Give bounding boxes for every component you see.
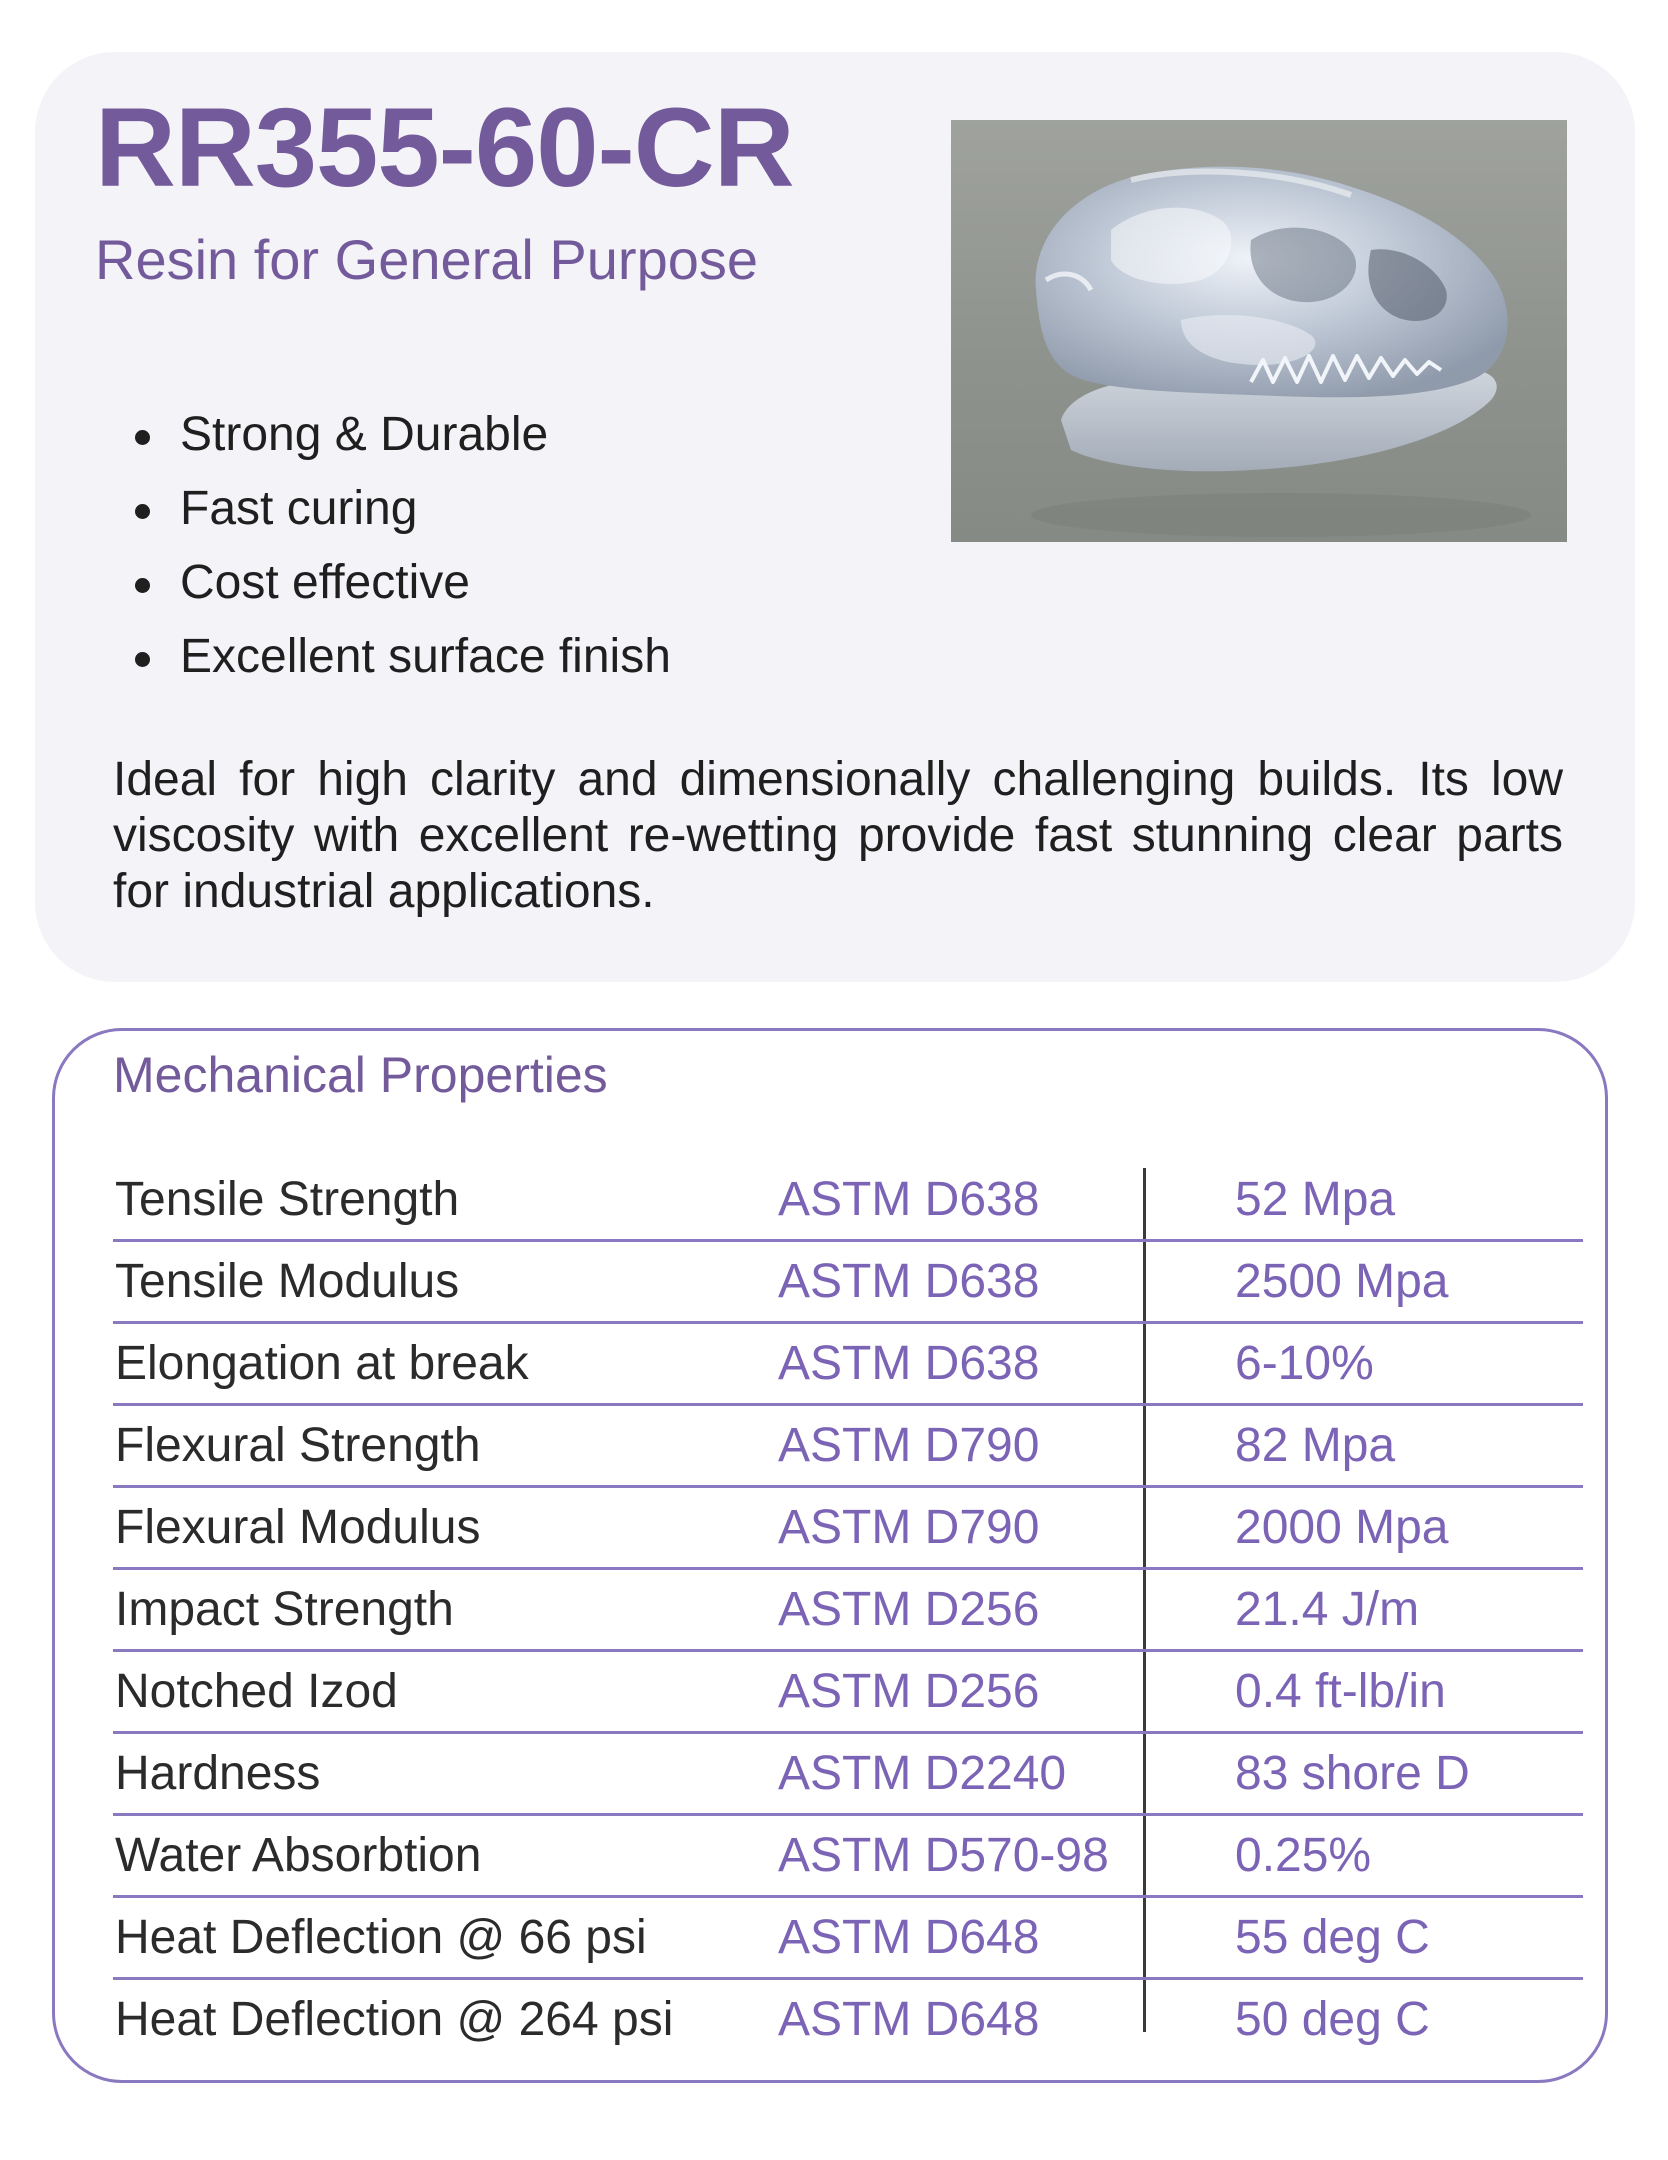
table-row [113, 1570, 1583, 1652]
property-name: Impact Strength [115, 1583, 454, 1636]
property-name: Hardness [115, 1747, 321, 1800]
property-name: Elongation at break [115, 1337, 529, 1390]
property-value: 0.25% [1235, 1829, 1372, 1882]
table-row [113, 1980, 1583, 2062]
property-name: Tensile Modulus [115, 1255, 460, 1308]
table-row [113, 1816, 1583, 1898]
table-row [113, 1734, 1583, 1816]
test-standard: ASTM D638 [778, 1337, 1040, 1390]
test-standard: ASTM D638 [778, 1255, 1040, 1308]
test-standard: ASTM D790 [778, 1501, 1040, 1554]
property-value: 6-10% [1235, 1337, 1374, 1390]
product-title: RR355-60-CR [95, 85, 794, 210]
bullet-icon [135, 578, 150, 593]
feature-item: Strong & Durable [120, 398, 671, 472]
feature-item: Cost effective [120, 546, 671, 620]
table-row [113, 1652, 1583, 1734]
mechanical-properties-heading: Mechanical Properties [113, 1047, 608, 1103]
property-value: 2000 Mpa [1235, 1501, 1449, 1554]
property-name: Water Absorbtion [115, 1829, 482, 1882]
property-name: Notched Izod [115, 1665, 398, 1718]
property-name: Flexural Modulus [115, 1501, 481, 1554]
property-value: 21.4 J/m [1235, 1583, 1420, 1636]
table-row [113, 1242, 1583, 1324]
table-row [113, 1898, 1583, 1980]
test-standard: ASTM D570-98 [778, 1829, 1109, 1882]
table-row [113, 1324, 1583, 1406]
property-value: 2500 Mpa [1235, 1255, 1449, 1308]
test-standard: ASTM D790 [778, 1419, 1040, 1472]
bullet-icon [135, 652, 150, 667]
property-name: Heat Deflection @ 66 psi [115, 1911, 647, 1964]
table-row [113, 1406, 1583, 1488]
test-standard: ASTM D648 [778, 1993, 1040, 2046]
bullet-icon [135, 504, 150, 519]
dinosaur-skull-image [951, 120, 1567, 542]
feature-item: Fast curing [120, 472, 671, 546]
feature-item: Excellent surface finish [120, 620, 671, 694]
table-row [113, 1488, 1583, 1570]
property-name: Flexural Strength [115, 1419, 481, 1472]
property-value: 55 deg C [1235, 1911, 1430, 1964]
test-standard: ASTM D256 [778, 1665, 1040, 1718]
product-description: Ideal for high clarity and dimensionally challenging builds. Its low viscosity with excellent re-wetting provide fast stunning clear parts for industrial applications. [113, 753, 1563, 918]
property-value: 82 Mpa [1235, 1419, 1396, 1472]
mechanical-properties-table [113, 1160, 1583, 2062]
test-standard: ASTM D638 [778, 1173, 1040, 1226]
property-value: 50 deg C [1235, 1993, 1430, 2046]
property-name: Tensile Strength [115, 1173, 460, 1226]
feature-list [120, 398, 671, 694]
test-standard: ASTM D2240 [778, 1747, 1067, 1800]
test-standard: ASTM D256 [778, 1583, 1040, 1636]
product-photo [951, 120, 1567, 542]
property-value: 0.4 ft-lb/in [1235, 1665, 1446, 1718]
table-row [113, 1160, 1583, 1242]
bullet-icon [135, 430, 150, 445]
property-value: 83 shore D [1235, 1747, 1470, 1800]
property-name: Heat Deflection @ 264 psi [115, 1993, 674, 2046]
property-value: 52 Mpa [1235, 1173, 1396, 1226]
test-standard: ASTM D648 [778, 1911, 1040, 1964]
product-subtitle: Resin for General Purpose [95, 228, 759, 291]
